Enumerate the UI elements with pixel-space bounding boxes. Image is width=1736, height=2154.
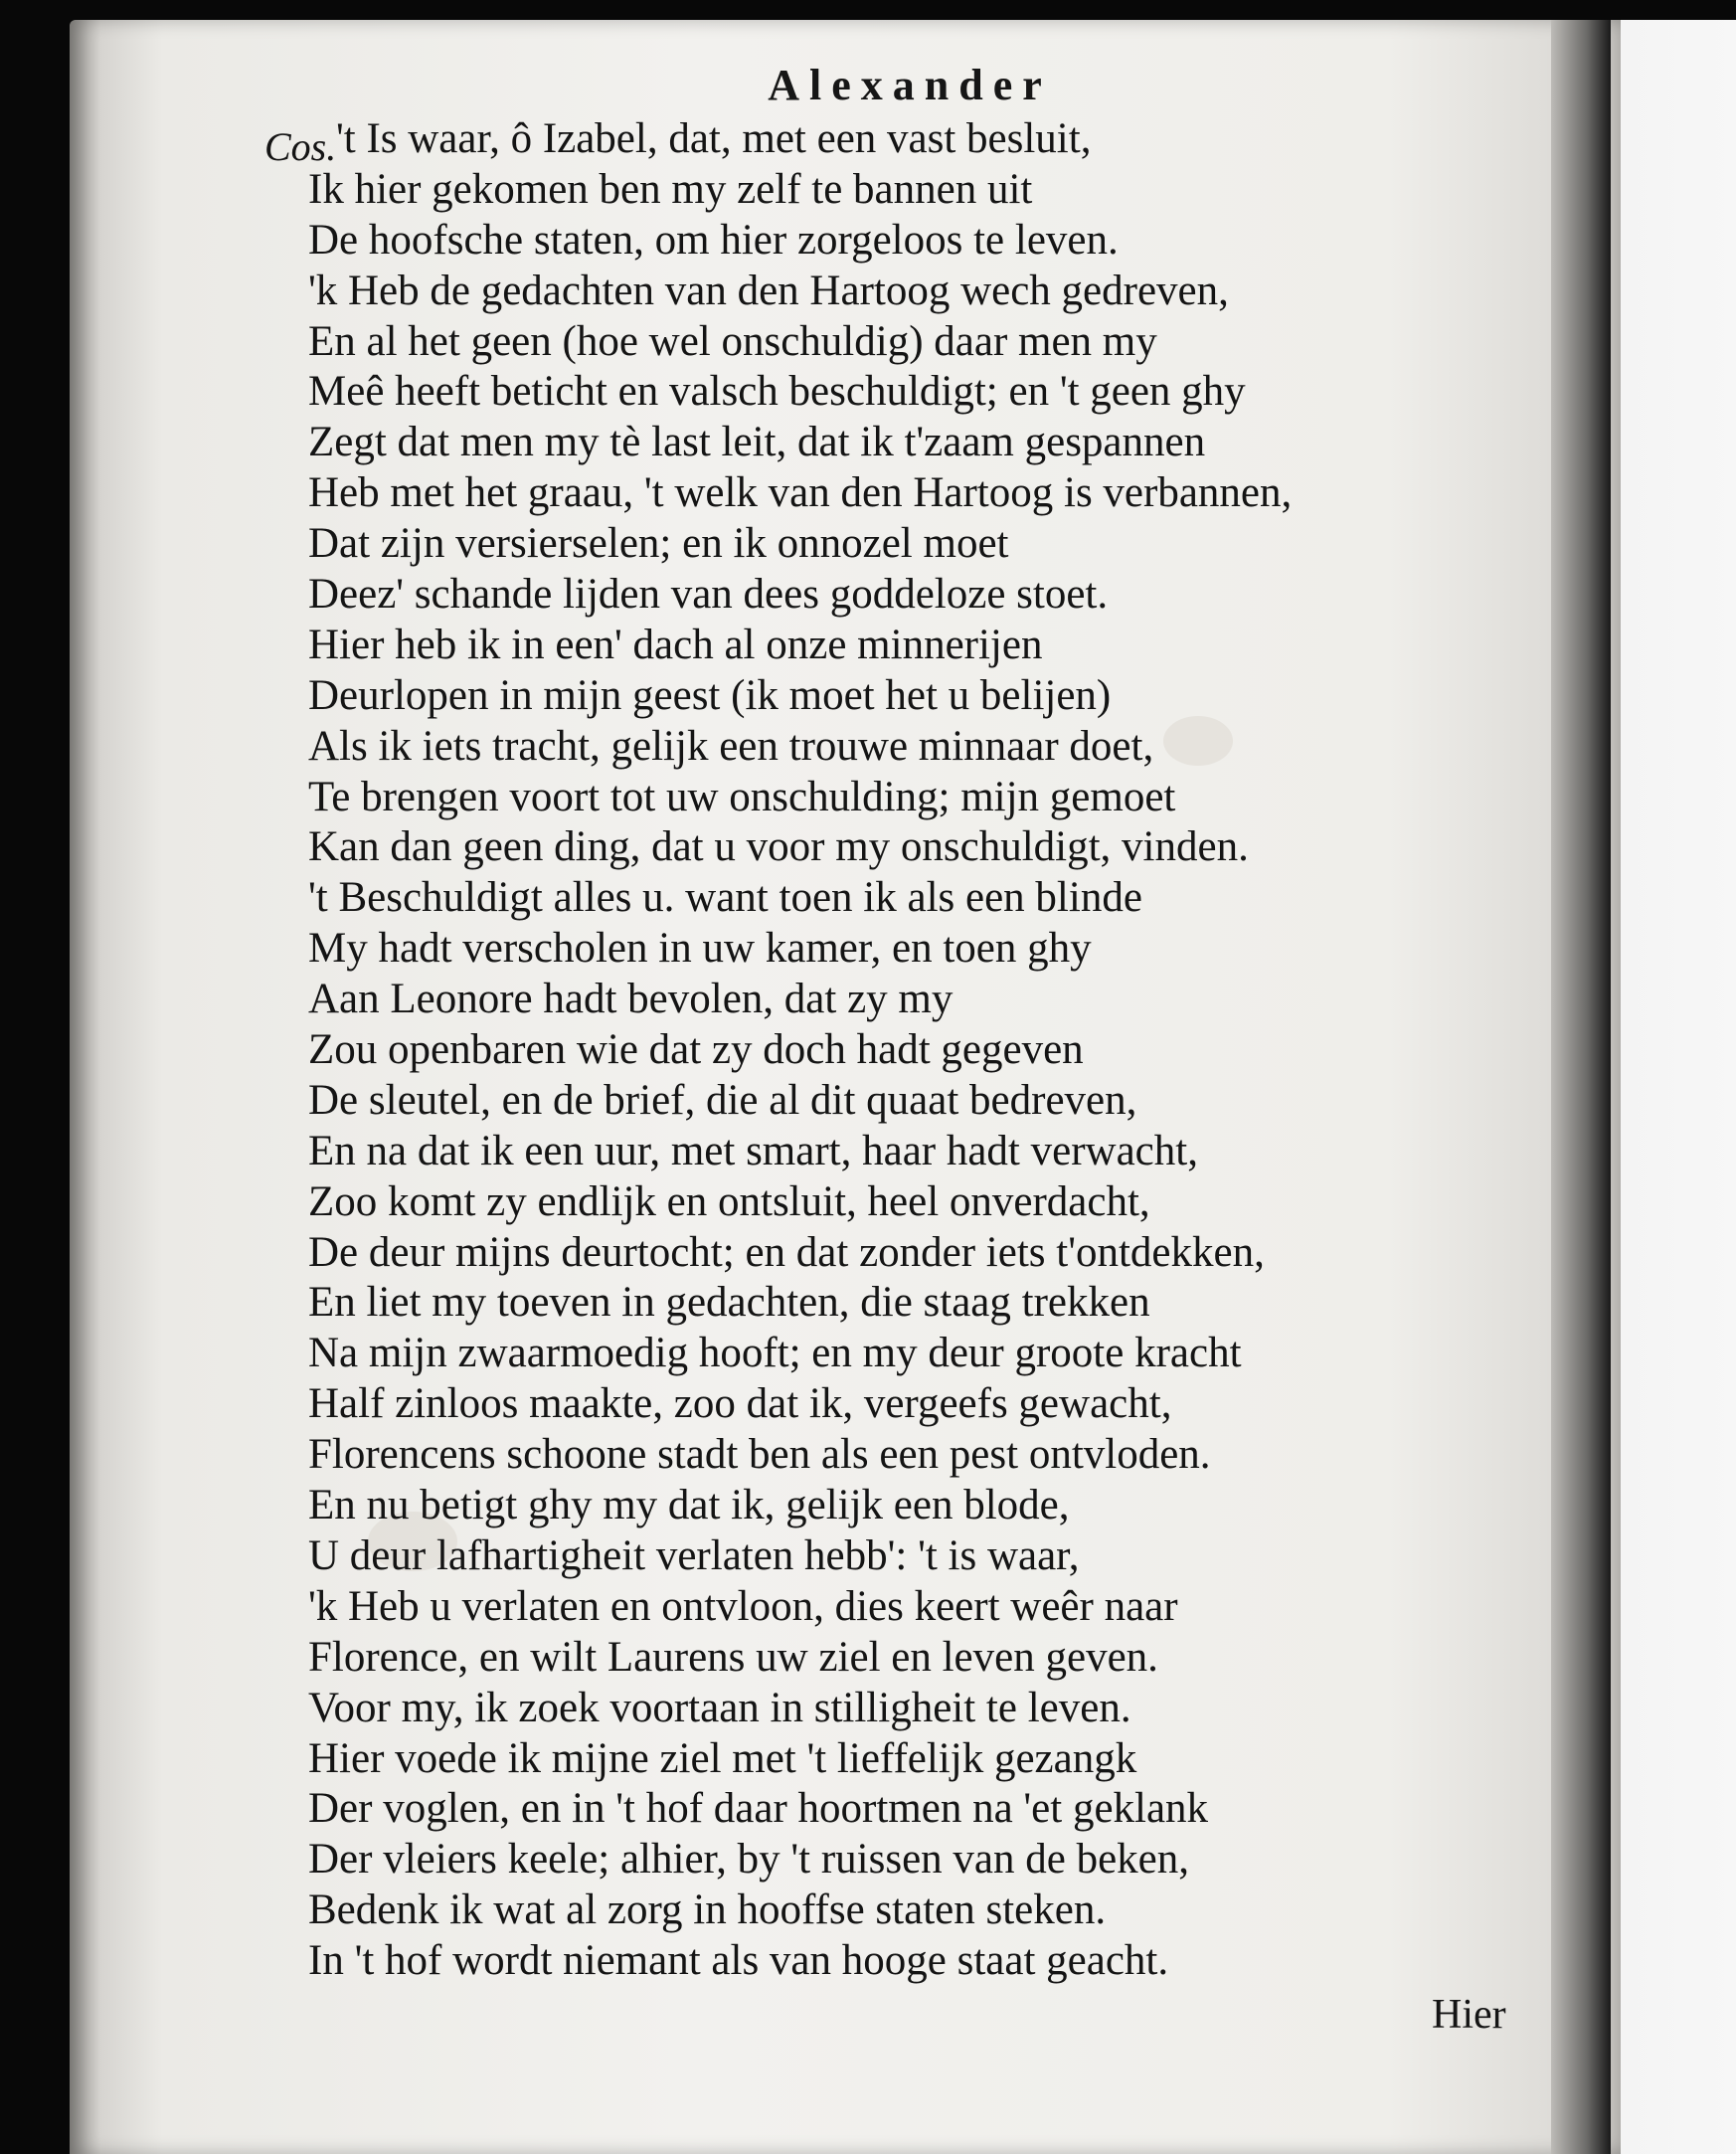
verse-line [70, 165, 1621, 216]
verse-line-text: En nu betigt ghy my dat ik, gelijk een blode, [308, 1482, 1070, 1529]
verse-line [70, 1835, 1621, 1885]
verse-block [70, 114, 1621, 1987]
verse-line-text: Heb met het graau, 't welk van den Hartoog is verbannen, [308, 469, 1293, 517]
verse-line-text: De deur mijns deurtocht; en dat zonder iets t'ontdekken, [308, 1228, 1265, 1276]
verse-line-text: Half zinloos maakte, zoo dat ik, vergeefs gewacht, [308, 1380, 1172, 1428]
verse-line-text: Meê heeft beticht en valsch beschuldigt; en 't geen ghy [308, 368, 1246, 416]
verse-line-text: De hoofsche staten, om hier zorgeloos te leven. [308, 216, 1119, 264]
speaker-label: Cos. [264, 124, 337, 169]
verse-line-text: 't Beschuldigt alles u. want toen ik als een blinde [308, 874, 1142, 922]
verse-line-text: Ik hier gekomen ben my zelf te bannen uit [308, 165, 1033, 213]
verse-line-text: Aan Leonore hadt bevolen, dat zy my [308, 976, 954, 1023]
verse-line [70, 1127, 1621, 1177]
verse-line-text: Der voglen, en in 't hof daar hoortmen na 'et geklank [308, 1785, 1209, 1833]
verse-line [70, 519, 1621, 570]
verse-line-text: 't Is waar, ô Izabel, dat, met een vast besluit, [336, 115, 1092, 162]
verse-line [70, 216, 1621, 267]
running-head: Alexander [768, 61, 1052, 109]
verse-line [70, 1784, 1621, 1835]
verse-line-text: Zoo komt zy endlijk en ontsluit, heel onverdacht, [308, 1177, 1150, 1225]
verse-line-text: Deez' schande lijden van dees goddeloze stoet. [308, 571, 1109, 619]
verse-line [70, 1734, 1621, 1785]
verse-line [70, 267, 1621, 317]
verse-line [70, 1531, 1621, 1582]
verse-line-text: Te brengen voort tot uw onschulding; mijn gemoet [308, 773, 1176, 820]
verse-line-text: Voor my, ik zoek voortaan in stilligheit te leven. [308, 1684, 1131, 1731]
verse-line-text: En al het geen (hoe wel onschuldig) daar men my [308, 317, 1157, 365]
verse-line-text: Deurlopen in mijn geest (ik moet het u belijen) [308, 671, 1112, 719]
verse-line [70, 367, 1621, 418]
verse-line [70, 822, 1621, 873]
verse-line [70, 873, 1621, 924]
verse-line [70, 1430, 1621, 1481]
verse-line [70, 114, 1621, 169]
verse-line-text: Als ik iets tracht, gelijk een trouwe minnaar doet, [308, 722, 1154, 770]
verse-line [70, 621, 1621, 671]
verse-line [70, 722, 1621, 773]
verse-line [70, 1481, 1621, 1531]
verse-line [70, 975, 1621, 1025]
spine-gutter [1551, 20, 1611, 2154]
verse-line-text: Zou openbaren wie dat zy doch hadt gegeven [308, 1026, 1084, 1074]
verse-line-text: Na mijn zwaarmoedig hooft; en my deur groote kracht [308, 1330, 1242, 1377]
verse-line [70, 1228, 1621, 1279]
verse-line [70, 671, 1621, 722]
catchword: Hier [1432, 1992, 1506, 2038]
verse-line [70, 468, 1621, 519]
verse-line [70, 570, 1621, 621]
verse-line-text: Hier voede ik mijne ziel met 't lieffelijk gezangk [308, 1734, 1137, 1782]
verse-line-text: Florence, en wilt Laurens uw ziel en leven geven. [308, 1633, 1158, 1681]
verse-line [70, 1936, 1621, 1987]
verse-line-text: En liet my toeven in gedachten, die staag trekken [308, 1279, 1150, 1327]
verse-line [70, 1177, 1621, 1228]
verse-line [70, 924, 1621, 975]
verse-line [70, 1076, 1621, 1127]
verse-line-text: Kan dan geen ding, dat u voor my onschuldigt, vinden. [308, 823, 1249, 871]
verse-line-text: Zegt dat men my tè last leit, dat ik t'zaam gespannen [308, 419, 1206, 466]
verse-line-text: Florencens schoone stadt ben als een pest ontvloden. [308, 1431, 1211, 1479]
verse-line-text: Bedenk ik wat al zorg in hooffse staten steken. [308, 1886, 1107, 1934]
verse-line-text: Dat zijn versierselen; en ik onnozel moet [308, 520, 1009, 568]
verse-line-text: 'k Heb u verlaten en ontvloon, dies keert weêr naar [308, 1582, 1178, 1630]
verse-line [70, 1278, 1621, 1329]
verse-line-text: En na dat ik een uur, met smart, haar hadt verwacht, [308, 1127, 1198, 1174]
verse-line [70, 1684, 1621, 1734]
verse-line [70, 317, 1621, 368]
verse-line [70, 1329, 1621, 1379]
verse-line [70, 1379, 1621, 1430]
verse-line-text: Hier heb ik in een' dach al onze minnerijen [308, 621, 1043, 668]
verse-line [70, 1633, 1621, 1684]
verse-line [70, 773, 1621, 823]
verse-line [70, 1582, 1621, 1633]
verse-line [70, 418, 1621, 468]
verse-line-text: 'k Heb de gedachten van den Hartoog wech gedreven, [308, 267, 1229, 314]
verse-line [70, 1885, 1621, 1936]
verse-line-text: U deur lafhartigheit verlaten hebb': 't is waar, [308, 1531, 1080, 1579]
verse-line-text: De sleutel, en de brief, die al dit quaat bedreven, [308, 1076, 1137, 1124]
verse-line-text: My hadt verscholen in uw kamer, en toen ghy [308, 925, 1092, 973]
verse-line [70, 1025, 1621, 1076]
verse-line-text: Der vleiers keele; alhier, by 't ruissen van de beken, [308, 1836, 1189, 1884]
book-page [70, 20, 1621, 2154]
verse-line-text: In 't hof wordt niemant als van hooge staat geacht. [308, 1937, 1169, 1985]
